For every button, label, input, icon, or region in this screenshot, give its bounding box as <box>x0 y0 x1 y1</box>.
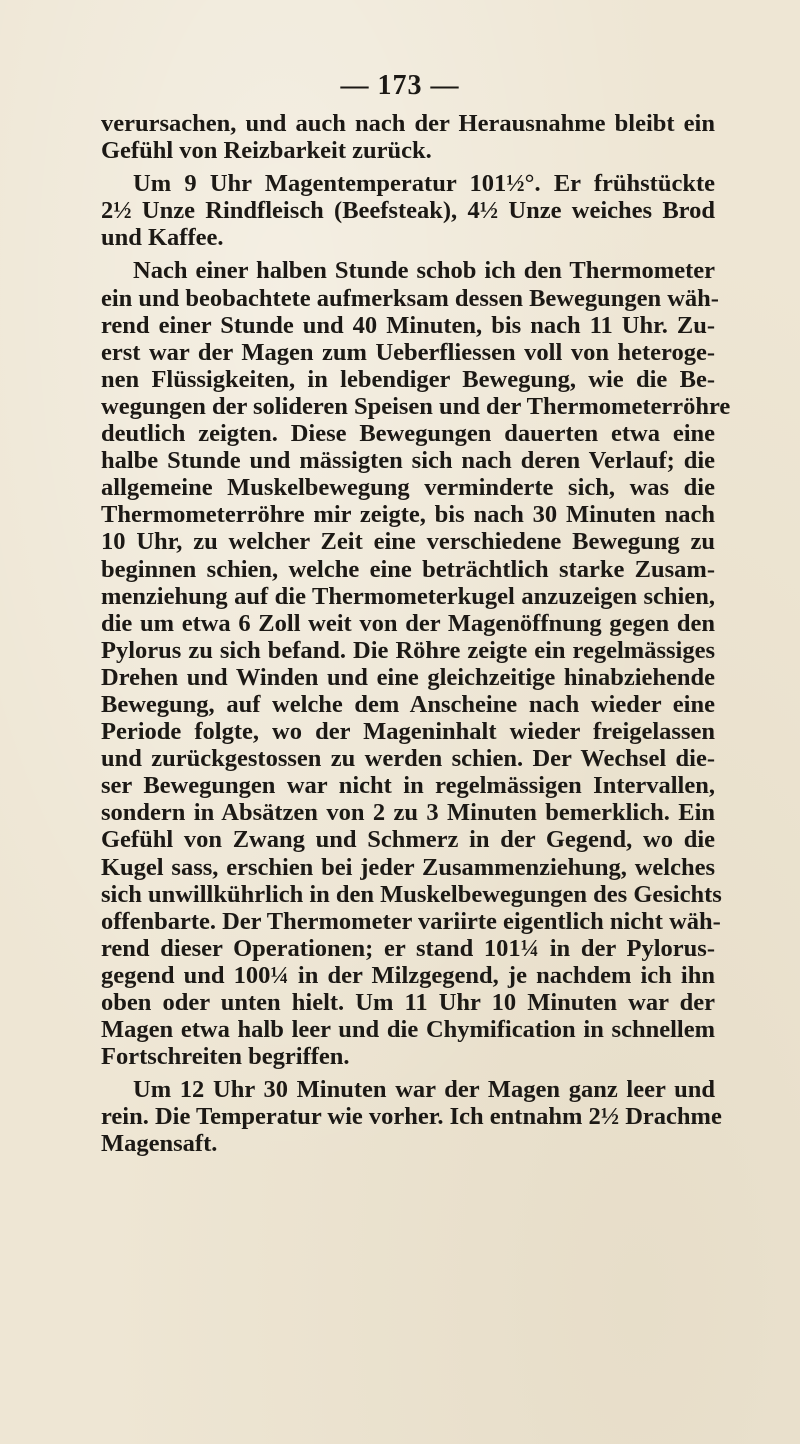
text-line: sich unwillkührlich in den Muskelbewegungen des Gesichts <box>101 880 722 908</box>
text-line: Kugel sass, erschien bei jeder Zusammenziehung, welches <box>101 853 715 881</box>
text-line: 10 Uhr, zu welcher Zeit eine verschiedene Bewegung zu <box>101 528 715 556</box>
text-line: und zurückgestossen zu werden schien. Der Wechsel die- <box>101 745 715 773</box>
text-line: ein und beobachtete aufmerksam dessen Bewegungen wäh- <box>101 284 719 312</box>
text-line: beginnen schien, welche eine beträchtlich starke Zusam- <box>101 555 715 583</box>
text-line: Gefühl von Reizbarkeit zurück. <box>101 137 432 165</box>
text-line: Drehen und Winden und eine gleichzeitige hinabziehende <box>101 663 715 691</box>
text-line: Nach einer halben Stunde schob ich den Thermometer <box>133 257 715 285</box>
text-line: Um 9 Uhr Magentemperatur 101½°. Er frühstückte <box>133 170 715 198</box>
paragraph <box>101 110 715 164</box>
text-line: Magensaft. <box>101 1130 218 1158</box>
text-line: deutlich zeigten. Diese Bewegungen dauerten etwa eine <box>101 420 715 448</box>
text-line: menziehung auf die Thermometerkugel anzuzeigen schien, <box>101 582 715 610</box>
text-line: rein. Die Temperatur wie vorher. Ich entnahm 2½ Drachme <box>101 1103 722 1131</box>
text-line: oben oder unten hielt. Um 11 Uhr 10 Minuten war der <box>101 989 715 1016</box>
text-line: Magen etwa halb leer und die Chymification in schnellem <box>101 1016 715 1044</box>
text-line: Fortschreiten begriffen. <box>101 1043 350 1071</box>
page-number: — 173 — <box>340 70 460 101</box>
text-line: halbe Stunde und mässigten sich nach deren Verlauf; die <box>101 447 715 475</box>
text-line: die um etwa 6 Zoll weit von der Magenöffnung gegen den <box>101 609 715 637</box>
text-line: verursachen, und auch nach der Herausnahme bleibt ein <box>101 110 715 137</box>
text-line: rend dieser Operationen; er stand 101¼ in der Pylorus- <box>101 934 715 962</box>
text-line: ser Bewegungen war nicht in regelmässigen Intervallen, <box>101 772 715 800</box>
text-line: rend einer Stunde und 40 Minuten, bis nach 11 Uhr. Zu- <box>101 311 715 339</box>
text-line: wegungen der solideren Speisen und der Thermometerröhre <box>101 392 731 420</box>
paragraph <box>101 1076 722 1158</box>
text-line: erst war der Magen zum Ueberfliessen voll von heteroge- <box>101 338 715 366</box>
text-line: Gefühl von Zwang und Schmerz in der Gegend, wo die <box>101 826 715 854</box>
body-text <box>101 110 731 1158</box>
paragraph <box>101 170 715 251</box>
text-line: sondern in Absätzen von 2 zu 3 Minuten bemerklich. Ein <box>101 799 715 827</box>
text-line: und Kaffee. <box>101 224 224 252</box>
text-line: Pylorus zu sich befand. Die Röhre zeigte ein regelmässiges <box>101 636 715 664</box>
text-line: allgemeine Muskelbewegung verminderte sich, was die <box>101 474 715 502</box>
text-line: Thermometerröhre mir zeigte, bis nach 30 Minuten nach <box>101 501 715 529</box>
paragraph <box>101 257 731 1071</box>
text-line: 2½ Unze Rindfleisch (Beefsteak), 4½ Unze weiches Brod <box>101 197 715 225</box>
text-line: gegend und 100¼ in der Milzgegend, je nachdem ich ihn <box>101 961 715 989</box>
text-line: offenbarte. Der Thermometer variirte eigentlich nicht wäh- <box>101 907 721 935</box>
text-line: nen Flüssigkeiten, in lebendiger Bewegung, wie die Be- <box>101 365 715 393</box>
text-line: Bewegung, auf welche dem Anscheine nach wieder eine <box>101 690 715 718</box>
text-line: Um 12 Uhr 30 Minuten war der Magen ganz leer und <box>133 1076 715 1104</box>
text-line: Periode folgte, wo der Mageninhalt wieder freigelassen <box>101 718 715 746</box>
